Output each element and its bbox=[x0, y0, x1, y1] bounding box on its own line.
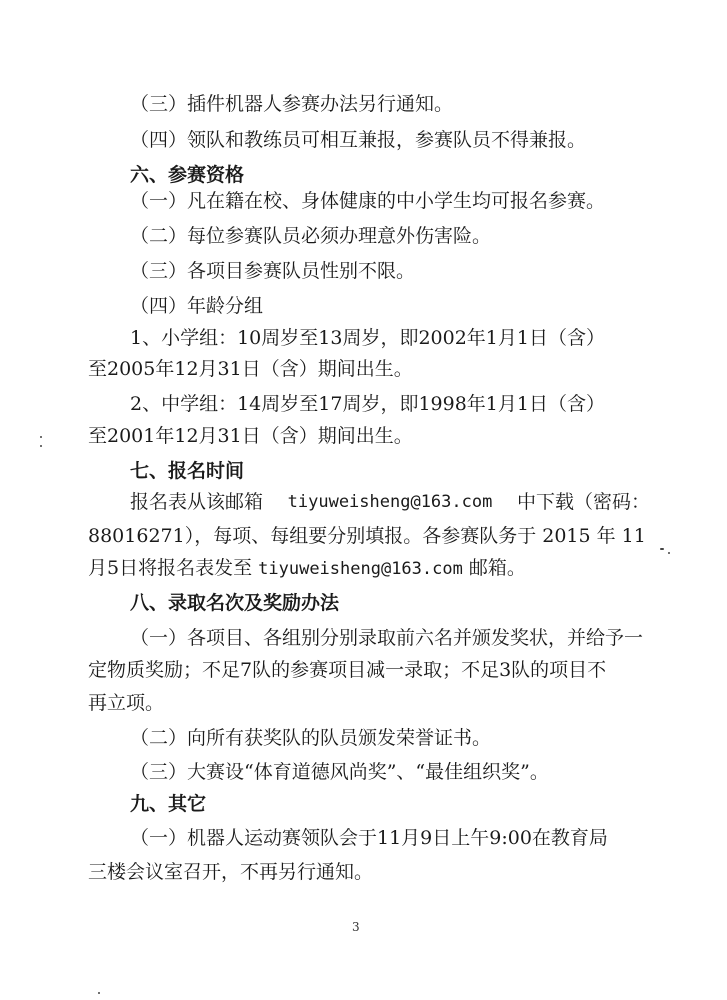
text-line: 至2001年12月31日（含）期间出生。 bbox=[88, 425, 413, 447]
text-line: 1、小学组：10周岁至13周岁，即2002年1月1日（含） bbox=[130, 327, 605, 349]
text-line: 三楼会议室召开，不再另行通知。 bbox=[88, 861, 374, 883]
text-line: （四）年龄分组 bbox=[130, 295, 264, 317]
text-segment: 中下载（密码： bbox=[516, 491, 650, 513]
scan-speck bbox=[40, 445, 42, 447]
text-segment: 月5日将报名表发至 bbox=[88, 557, 253, 579]
section-heading-8: 八、录取名次及奖励办法 bbox=[130, 592, 340, 614]
email-address: tiyuweisheng@163.com bbox=[287, 492, 493, 512]
section-heading-6: 六、参赛资格 bbox=[130, 164, 245, 186]
text-line: 至2005年12月31日（含）期间出生。 bbox=[88, 358, 413, 380]
scan-speck bbox=[40, 436, 42, 438]
scan-speck bbox=[660, 548, 664, 550]
text-line: 88016271），每项、每组要分别填报。各参赛队务于 2015 年 11 bbox=[88, 525, 646, 547]
text-line bbox=[130, 490, 650, 514]
text-line: （四）领队和教练员可相互兼报，参赛队员不得兼报。 bbox=[130, 129, 587, 151]
text-line: （三）大赛设“体育道德风尚奖”、“最佳组织奖”。 bbox=[130, 761, 549, 783]
page-number: 3 bbox=[352, 920, 360, 934]
text-line: 2、中学组：14周岁至17周岁，即1998年1月1日（含） bbox=[130, 393, 605, 415]
text-line: （一）各项目、各组别分别录取前六名并颁发奖状，并给予一 bbox=[130, 627, 644, 649]
email-address: tiyuweisheng@163.com bbox=[258, 559, 463, 579]
text-segment: 邮箱。 bbox=[468, 557, 526, 579]
text-line: （一）凡在籍在校、身体健康的中小学生均可报名参赛。 bbox=[130, 190, 606, 212]
text-line: （三）各项目参赛队员性别不限。 bbox=[130, 260, 416, 282]
text-line: （三）插件机器人参赛办法另行通知。 bbox=[130, 93, 454, 115]
text-line: 再立项。 bbox=[88, 692, 165, 714]
text-line: （二）向所有获奖队的队员颁发荣誉证书。 bbox=[130, 727, 492, 749]
text-line: 定物质奖励；不足7队的参赛项目减一录取；不足3队的项目不 bbox=[88, 659, 607, 681]
scan-speck bbox=[668, 552, 670, 554]
scan-speck bbox=[98, 992, 100, 994]
section-heading-9: 九、其它 bbox=[130, 793, 207, 815]
text-line: （一）机器人运动赛领队会于11月9日上午9:00在教育局 bbox=[130, 827, 608, 849]
text-line bbox=[88, 556, 526, 581]
section-heading-7: 七、报名时间 bbox=[130, 460, 245, 482]
text-segment: 报名表从该邮箱 bbox=[130, 491, 264, 513]
text-line: （二）每位参赛队员必须办理意外伤害险。 bbox=[130, 225, 492, 247]
